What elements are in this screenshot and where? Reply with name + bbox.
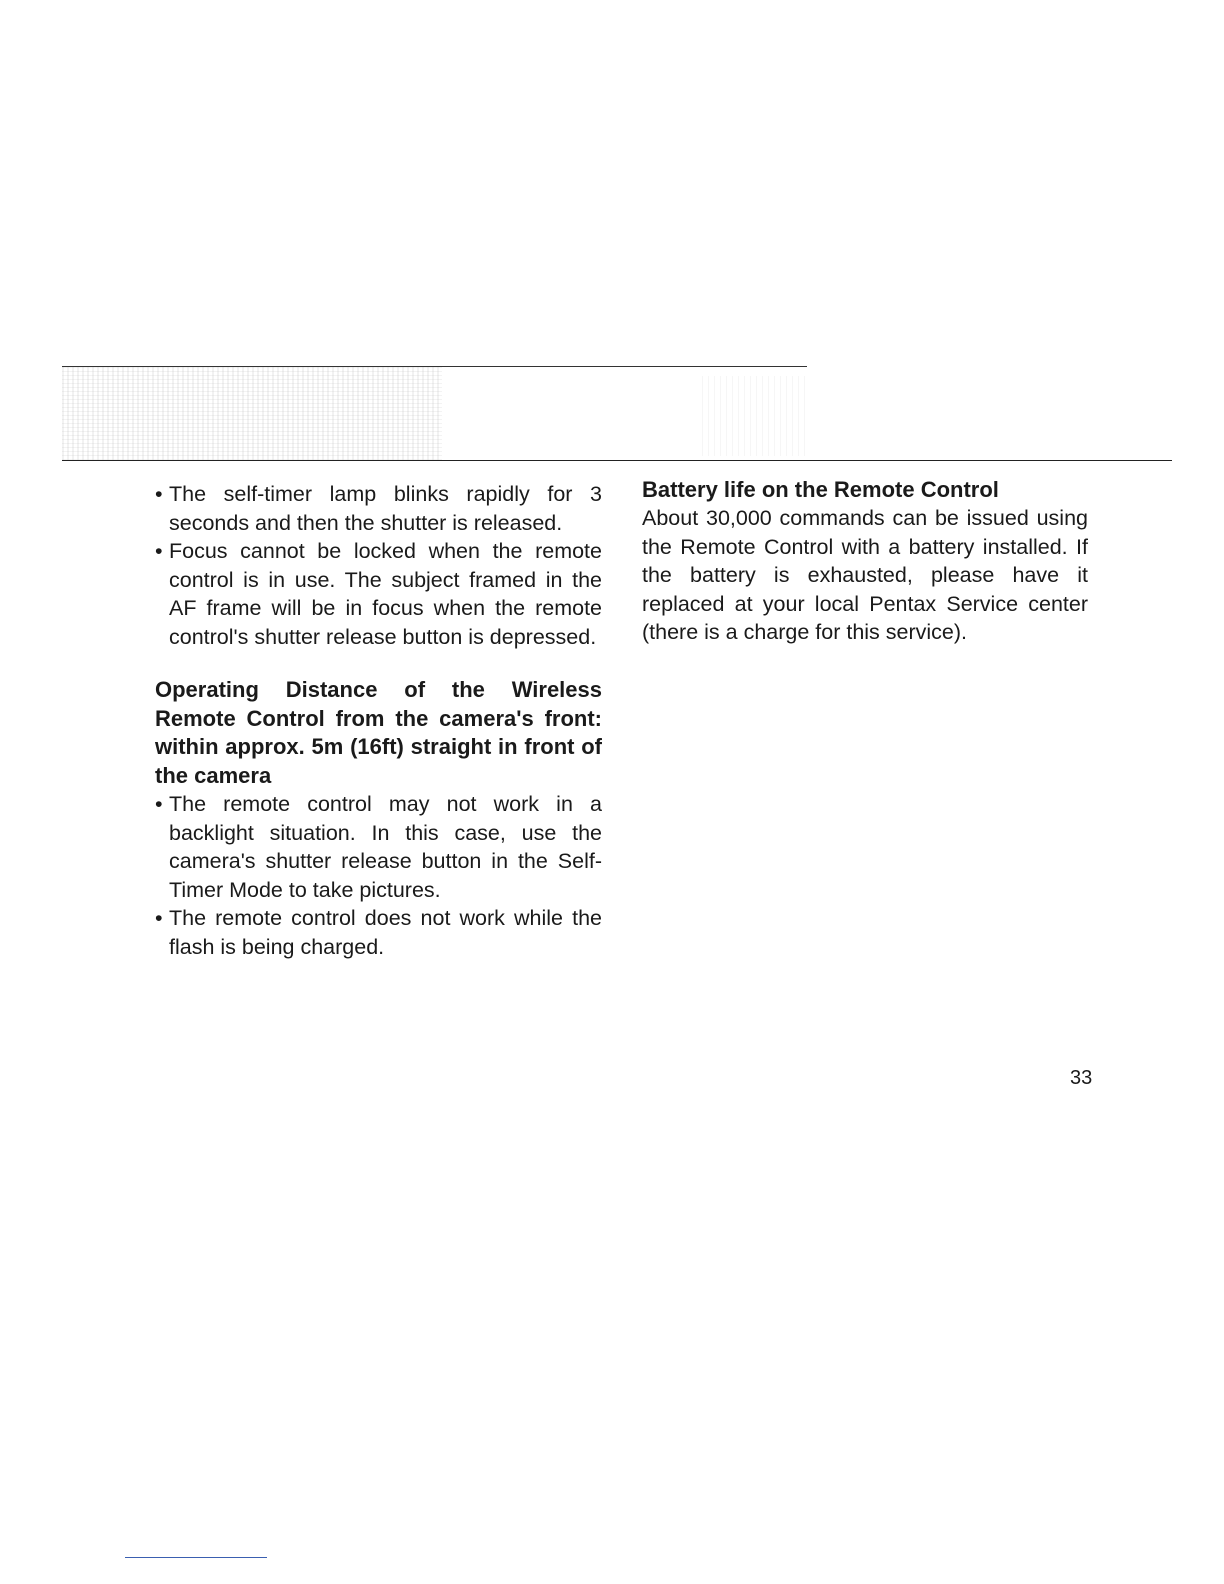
section-heading-battery-life: Battery life on the Remote Control: [642, 477, 999, 502]
list-item: [155, 480, 602, 537]
list-item-text: The self-timer lamp blinks rapidly for 3 seconds and then the shutter is released.: [169, 482, 602, 535]
header-band: [62, 366, 807, 460]
list-item-text: The remote control does not work while the flash is being charged.: [169, 906, 602, 959]
bullet-list-2: [155, 790, 602, 961]
battery-life-paragraph: About 30,000 commands can be issued using the Remote Control with a battery installed. If the battery is exhausted, please have it replaced at your local Pentax Service center (there is a charge for this service).: [642, 506, 1088, 644]
header-rule: [62, 460, 1172, 461]
left-column: [155, 480, 602, 961]
header-texture: [62, 366, 442, 460]
list-item-text: Focus cannot be locked when the remote control is in use. The subject framed in the AF frame will be in focus when the remote control's shutter release button is depressed.: [169, 539, 602, 649]
list-item: [155, 904, 602, 961]
footer-rule: [125, 1557, 267, 1558]
header-texture-right: [702, 376, 807, 456]
bullet-dot: •: [155, 482, 163, 506]
right-column: [642, 476, 1088, 647]
section-heading-operating-distance: Operating Distance of the Wireless Remote Control from the camera's front: within approx. 5m (16ft) straight in front of the camera: [155, 677, 602, 788]
bullet-dot: •: [155, 792, 163, 816]
bullet-dot: •: [155, 539, 163, 563]
page-number: 33: [1070, 1067, 1093, 1089]
list-item: [155, 790, 602, 904]
bullet-list-1: [155, 480, 602, 651]
list-item-text: The remote control may not work in a backlight situation. In this case, use the camera's shutter release button in the Self-Timer Mode to take pictures.: [169, 792, 602, 902]
list-item: [155, 537, 602, 651]
header-rule-top: [62, 366, 807, 367]
bullet-dot: •: [155, 906, 163, 930]
